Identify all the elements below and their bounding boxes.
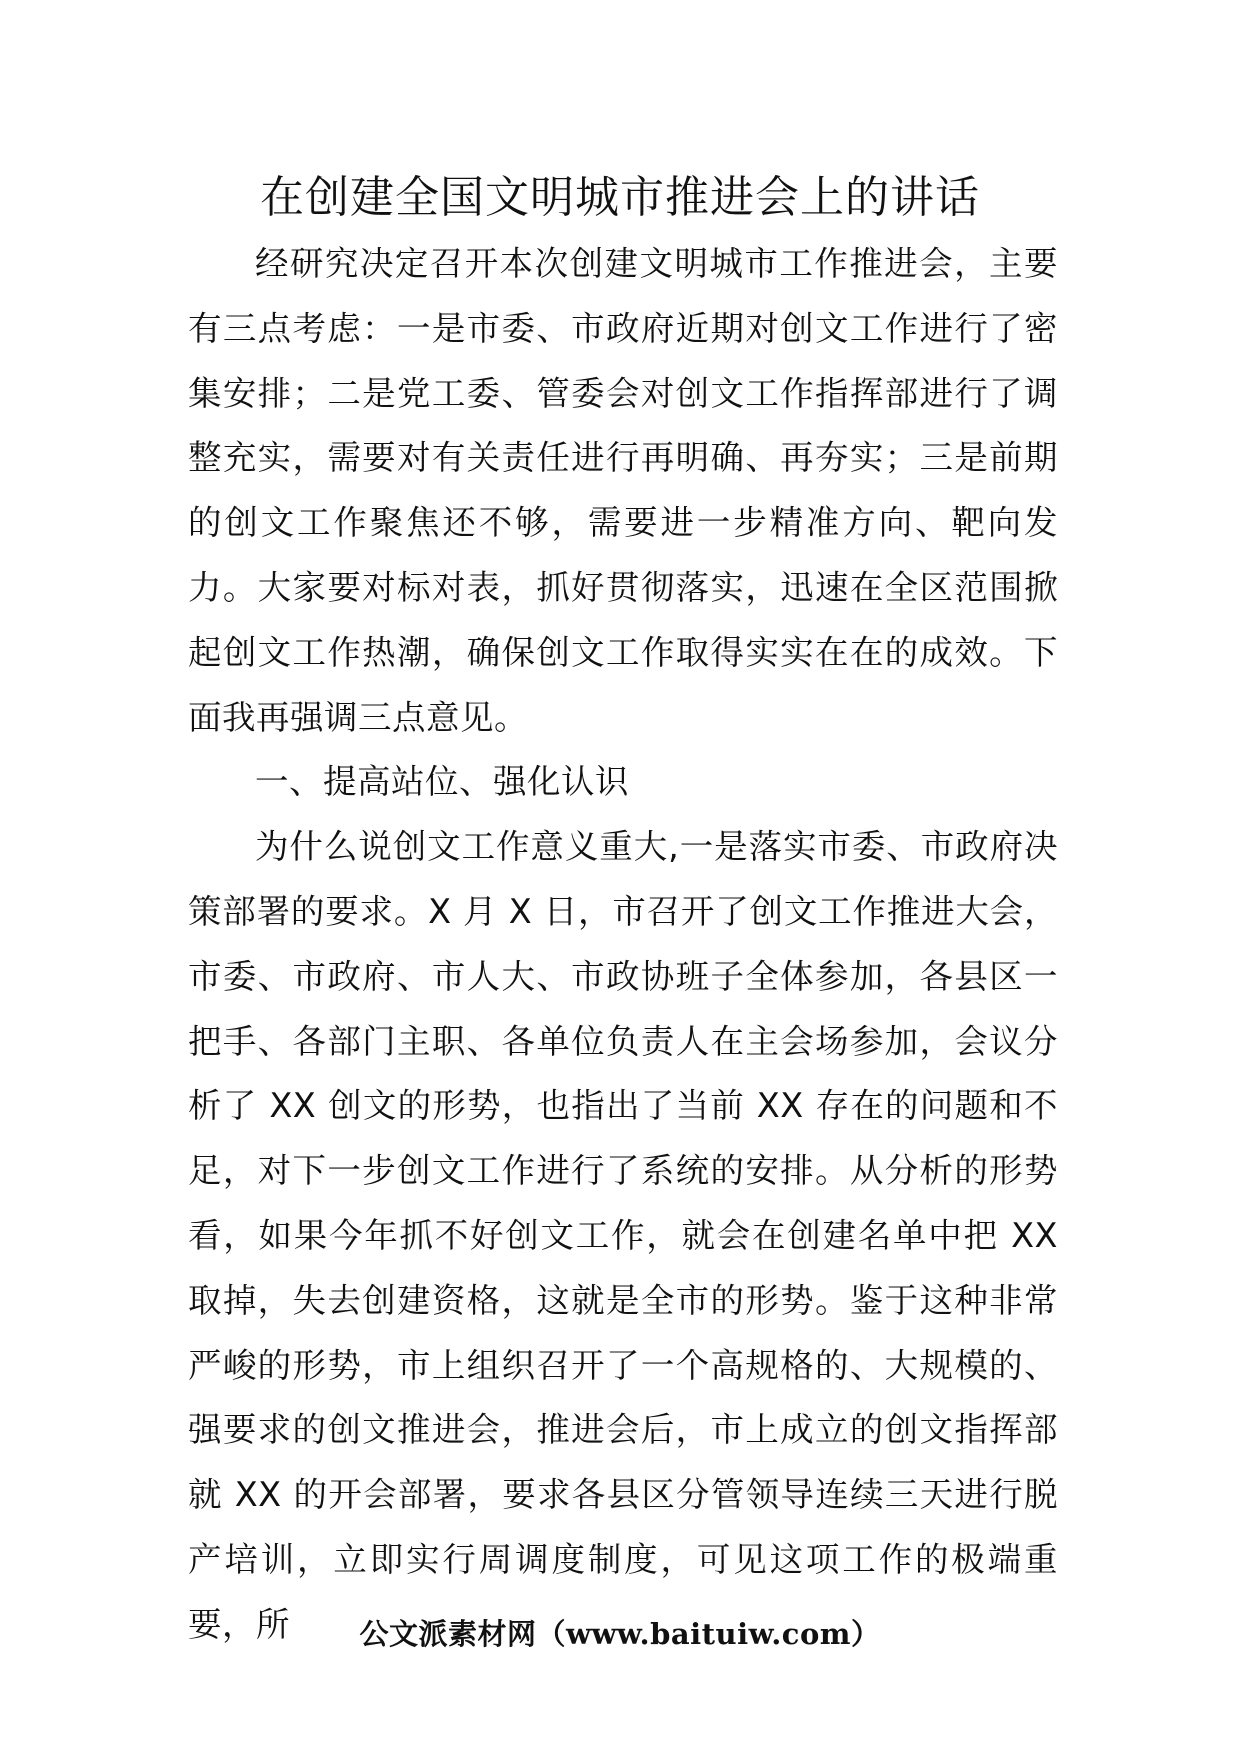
document-title: 在创建全国文明城市推进会上的讲话 bbox=[260, 172, 980, 223]
section-heading-1: 一、提高站位、强化认识 bbox=[255, 762, 629, 802]
paragraph-section-1: 为什么说创文工作意义重大,一是落实市委、市政府决策部署的要求。X 月 X 日，市召开了创文工作推进大会，市委、市政府、市人大、市政协班子全体参加，各县区一把手、各部门主职、各单位负责人在主会场参加，会议分析了 XX 创文的形势，也指出了当前 XX 存在的问题和不足，对下一步创文工作进行了系统的安排。从分析的形势看，如果今年抓不好创文工作，就会在创建名单中把 XX 取掉，失去创建资格，这就是全市的形势。鉴于这种非常严峻的形势，市上组织召开了一个高规格的、大规模的、强要求的创文推进会，推进会后，市上成立的创文指挥部就 XX 的开会部署，要求各县区分管领导连续三天进行脱产培训，立即实行周调度制度，可见这项工作的极端重要，所 bbox=[188, 827, 1058, 1644]
paragraph-intro: 经研究决定召开本次创建文明城市工作推进会，主要有三点考虑：一是市委、市政府近期对创文工作进行了密集安排；二是党工委、管委会对创文工作指挥部进行了调整充实，需要对有关责任进行再明确、再夯实；三是前期的创文工作聚焦还不够，需要进一步精准方向、靶向发力。大家要对标对表，抓好贯彻落实，迅速在全区范围掀起创文工作热潮，确保创文工作取得实实在在的成效。下面我再强调三点意见。 bbox=[188, 244, 1058, 737]
document-body bbox=[188, 232, 1058, 1658]
footer-watermark: 公文派素材网（www.baituiw.com） bbox=[359, 1617, 881, 1651]
